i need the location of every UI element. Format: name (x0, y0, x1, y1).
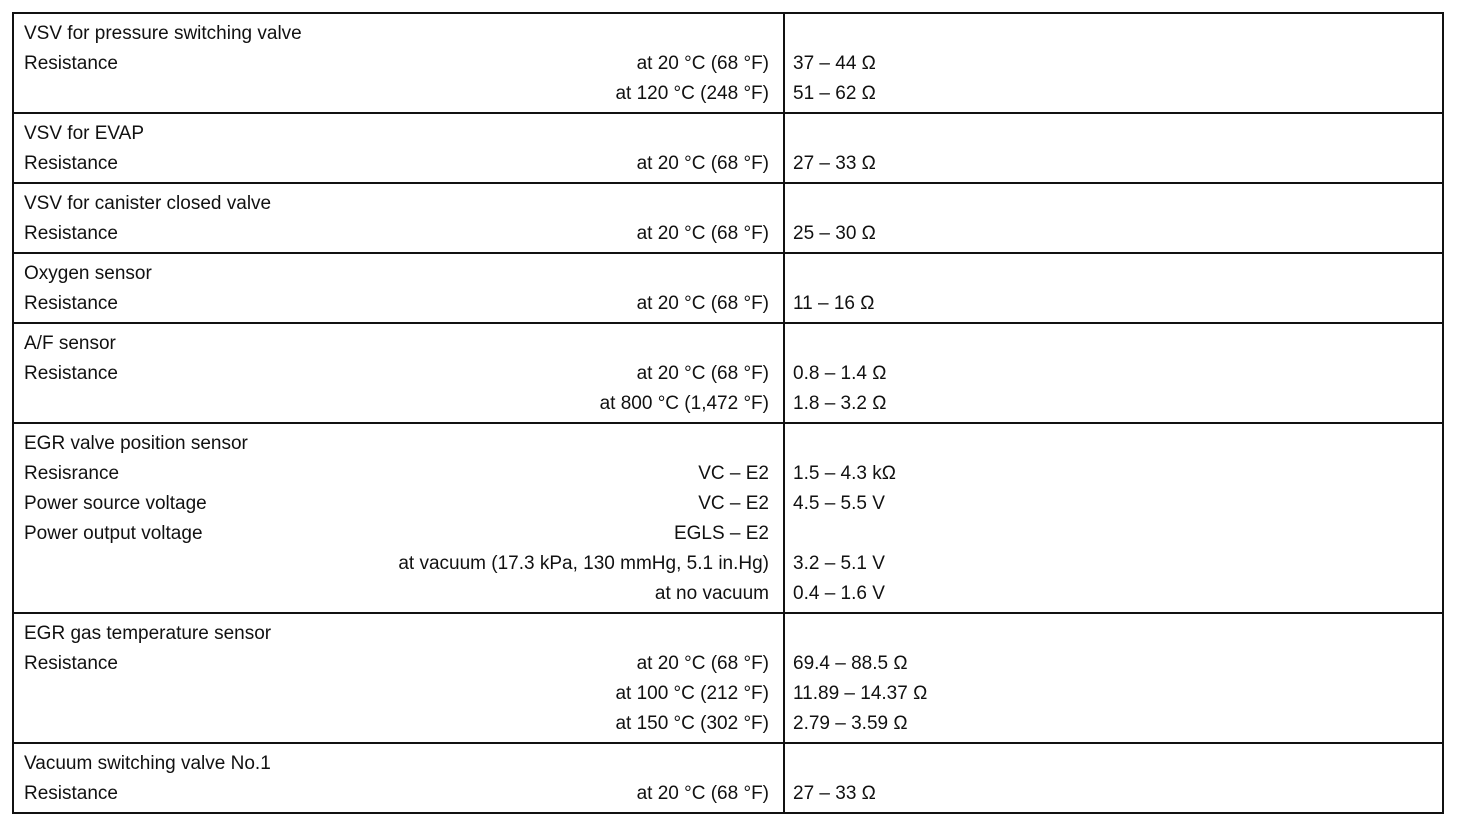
spec-value: 4.5 – 5.5 V (793, 493, 885, 514)
section-title-row (24, 429, 769, 459)
spec-value: 1.8 – 3.2 Ω (793, 393, 887, 414)
section-vacuum-switching-valve-no1 (14, 742, 1442, 812)
spec-value-row (793, 579, 1434, 609)
section-title-row (24, 749, 769, 779)
section-right-column (785, 14, 1442, 112)
section-left-column (14, 254, 785, 322)
spec-label: Resistance (24, 783, 118, 804)
spec-label: Resistance (24, 653, 118, 674)
spec-value: 2.79 – 3.59 Ω (793, 713, 908, 734)
spec-value: 1.5 – 4.3 kΩ (793, 463, 896, 484)
spec-row (24, 219, 769, 249)
section-title: VSV for pressure switching valve (24, 23, 302, 44)
section-title: VSV for EVAP (24, 123, 145, 144)
section-title: Vacuum switching valve No.1 (24, 753, 271, 774)
section-right-column (785, 254, 1442, 322)
spec-condition: EGLS – E2 (673, 523, 769, 544)
section-title-row (24, 119, 769, 149)
section-right-column (785, 614, 1442, 742)
spec-row (24, 779, 769, 809)
spec-row (24, 519, 769, 549)
spec-row (24, 149, 769, 179)
spec-value-row (793, 549, 1434, 579)
spec-value-row (793, 779, 1434, 809)
section-title-row (24, 259, 769, 289)
spec-row (24, 459, 769, 489)
section-left-column (14, 184, 785, 252)
spec-value-row (793, 359, 1434, 389)
spec-value: 51 – 62 Ω (793, 83, 876, 104)
spec-value-row (793, 79, 1434, 109)
spec-condition: at 20 °C (68 °F) (636, 293, 769, 314)
spec-condition: at vacuum (17.3 kPa, 130 mmHg, 5.1 in.Hg) (398, 553, 769, 574)
spec-condition: at 20 °C (68 °F) (636, 783, 769, 804)
spec-label: Power source voltage (24, 493, 207, 514)
spec-value: 0.8 – 1.4 Ω (793, 363, 887, 384)
spec-value-row (793, 649, 1434, 679)
spec-condition: at 20 °C (68 °F) (636, 53, 769, 74)
spec-condition: at 800 °C (1,472 °F) (599, 393, 769, 414)
spec-row (24, 49, 769, 79)
spec-label: Power output voltage (24, 523, 203, 544)
spec-row (24, 679, 769, 709)
spec-value-row (793, 519, 1434, 549)
section-left-column (14, 114, 785, 182)
spec-label: Resisrance (24, 463, 120, 484)
spec-label: Resistance (24, 153, 118, 174)
spec-row (24, 549, 769, 579)
spec-condition: at 100 °C (212 °F) (615, 683, 769, 704)
spec-condition: at 120 °C (248 °F) (615, 83, 769, 104)
spec-value-row (793, 289, 1434, 319)
spec-row (24, 579, 769, 609)
spec-value: 11 – 16 Ω (793, 293, 875, 314)
spec-row (24, 389, 769, 419)
spec-label: Resistance (24, 293, 118, 314)
spec-value: 25 – 30 Ω (793, 223, 876, 244)
spec-value: 69.4 – 88.5 Ω (793, 653, 908, 674)
spec-row (24, 289, 769, 319)
spec-row (24, 489, 769, 519)
spec-table (12, 12, 1444, 814)
section-left-column (14, 614, 785, 742)
spec-value-row (793, 709, 1434, 739)
section-egr-valve-position-sensor (14, 422, 1442, 612)
section-right-column (785, 184, 1442, 252)
spec-condition: at 20 °C (68 °F) (636, 653, 769, 674)
section-title: EGR valve position sensor (24, 433, 248, 454)
spec-condition: at 150 °C (302 °F) (615, 713, 769, 734)
spec-label: Resistance (24, 363, 118, 384)
spec-row (24, 649, 769, 679)
section-oxygen-sensor (14, 252, 1442, 322)
section-title: EGR gas temperature sensor (24, 623, 272, 644)
section-title-row (24, 619, 769, 649)
section-title-row (24, 189, 769, 219)
section-egr-gas-temperature-sensor (14, 612, 1442, 742)
spec-value-row (793, 49, 1434, 79)
spec-value: 27 – 33 Ω (793, 783, 876, 804)
section-title: Oxygen sensor (24, 263, 152, 284)
section-vsv-evap (14, 112, 1442, 182)
spec-row (24, 359, 769, 389)
spec-condition: VC – E2 (698, 463, 769, 484)
spec-condition: at 20 °C (68 °F) (636, 363, 769, 384)
spec-value-row (793, 489, 1434, 519)
section-right-column (785, 324, 1442, 422)
section-left-column (14, 14, 785, 112)
spec-value: 37 – 44 Ω (793, 53, 876, 74)
spec-condition: at 20 °C (68 °F) (636, 223, 769, 244)
spec-value-row (793, 149, 1434, 179)
section-left-column (14, 424, 785, 612)
section-right-column (785, 114, 1442, 182)
spec-value: 11.89 – 14.37 Ω (793, 683, 928, 704)
spec-value: 3.2 – 5.1 V (793, 553, 885, 574)
section-left-column (14, 744, 785, 812)
section-right-column (785, 424, 1442, 612)
spec-condition: at 20 °C (68 °F) (636, 153, 769, 174)
spec-value: 27 – 33 Ω (793, 153, 876, 174)
section-af-sensor (14, 322, 1442, 422)
section-left-column (14, 324, 785, 422)
spec-condition: VC – E2 (698, 493, 769, 514)
section-vsv-canister-closed-valve (14, 182, 1442, 252)
spec-condition: at no vacuum (654, 583, 769, 604)
section-right-column (785, 744, 1442, 812)
section-title: A/F sensor (24, 333, 116, 354)
section-title-row (24, 329, 769, 359)
section-vsv-pressure-switching-valve (14, 14, 1442, 112)
spec-label: Resistance (24, 53, 118, 74)
spec-value-row (793, 219, 1434, 249)
spec-row (24, 79, 769, 109)
spec-value: 0.4 – 1.6 V (793, 583, 885, 604)
spec-row (24, 709, 769, 739)
spec-value-row (793, 389, 1434, 419)
spec-value-row (793, 679, 1434, 709)
section-title: VSV for canister closed valve (24, 193, 272, 214)
section-title-row (24, 19, 769, 49)
spec-value-row (793, 459, 1434, 489)
spec-label: Resistance (24, 223, 118, 244)
